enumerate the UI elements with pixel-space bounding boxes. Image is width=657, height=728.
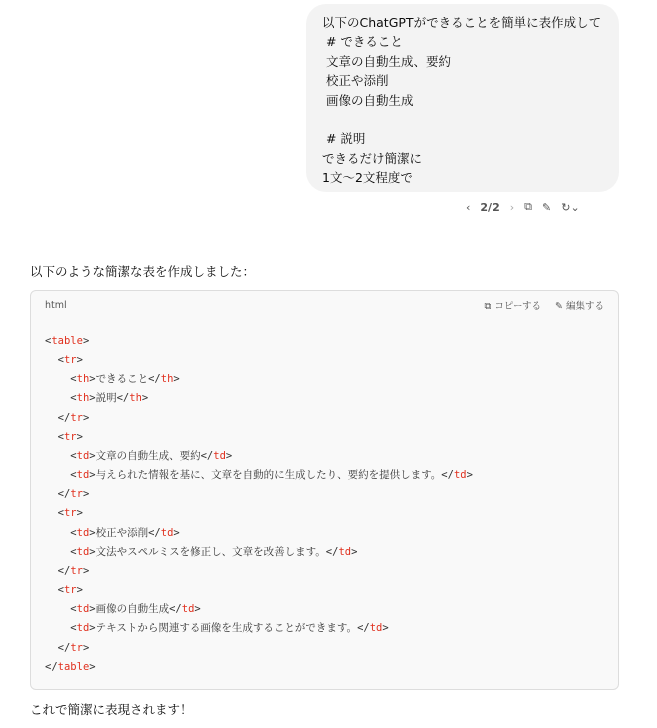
tag-name: td <box>76 622 90 635</box>
regenerate-button[interactable] <box>561 201 579 214</box>
next-version-button[interactable]: › <box>509 200 515 214</box>
bracket: > <box>76 430 83 443</box>
tag-name: tr <box>70 411 83 424</box>
bracket: </ <box>45 660 58 673</box>
bracket: > <box>82 488 90 501</box>
cell-text: 文章の自動生成、要約 <box>95 449 201 462</box>
code-line <box>45 332 618 351</box>
code-line <box>45 485 618 504</box>
cell-text: 説明 <box>95 392 117 405</box>
bracket: > <box>351 545 358 558</box>
code-content <box>31 319 618 677</box>
cell-text: 画像の自動生成 <box>95 603 170 616</box>
message-actions <box>466 200 580 214</box>
version-counter: 2/2 <box>480 200 500 214</box>
tag-name: th <box>76 392 90 405</box>
code-line <box>45 447 618 466</box>
tag-name: td <box>76 469 90 482</box>
user-message: 以下のChatGPTができることを簡単に表作成して # できること 文章の自動生成、要約 校正や添削 画像の自動生成 # 説明 できるだけ簡潔に 1文〜2文程度で <box>306 4 619 192</box>
bracket: </ <box>116 392 130 405</box>
tag-name: td <box>213 449 226 462</box>
bracket: > <box>194 603 201 616</box>
bracket: > <box>89 526 96 539</box>
code-line <box>45 639 618 658</box>
bracket: < <box>57 584 64 597</box>
bracket: > <box>89 373 96 386</box>
edit-icon[interactable]: ✎ <box>542 200 552 214</box>
bracket: > <box>382 622 389 635</box>
bracket: > <box>76 354 83 367</box>
bracket: > <box>82 335 90 347</box>
assistant-outro: これで簡潔に表現されます！ <box>30 702 193 717</box>
bracket: > <box>225 449 233 462</box>
code-line <box>45 562 618 581</box>
bracket: > <box>141 392 149 405</box>
tag-name: tr <box>70 488 83 501</box>
bracket: < <box>70 392 77 405</box>
edit-label: 編集する <box>565 301 604 312</box>
cell-text: 文法やスペルミスを修正し、文章を改善します。 <box>95 545 326 558</box>
bracket: < <box>57 430 64 443</box>
bracket: > <box>76 507 83 520</box>
bracket: > <box>82 564 90 577</box>
code-line <box>45 466 618 485</box>
bracket: </ <box>57 411 71 424</box>
tag-name: tr <box>63 430 77 443</box>
copy-icon: ⧉ <box>484 301 492 312</box>
code-line <box>45 409 618 428</box>
bracket: < <box>70 622 77 635</box>
tag-name: th <box>129 392 142 405</box>
bracket: < <box>70 603 77 616</box>
bracket: </ <box>325 545 339 558</box>
cell-text: 与えられた情報を基に、文章を自動的に生成したり、要約を提供します。 <box>95 469 442 482</box>
bracket: > <box>89 603 96 616</box>
bracket: > <box>89 622 96 635</box>
tag-name: td <box>181 603 195 616</box>
bracket: < <box>70 469 77 482</box>
bracket: </ <box>200 449 214 462</box>
prev-version-button[interactable]: ‹ <box>466 200 471 214</box>
code-block <box>30 290 619 690</box>
code-line <box>45 389 618 408</box>
bracket: < <box>45 335 52 347</box>
tag-name: table <box>51 335 83 347</box>
tag-name: table <box>57 660 90 673</box>
code-line <box>45 581 618 600</box>
tag-name: td <box>369 622 383 635</box>
bracket: < <box>70 449 77 462</box>
tag-name: tr <box>63 584 77 597</box>
bracket: > <box>89 545 96 558</box>
code-line <box>45 428 618 447</box>
code-line <box>45 600 618 619</box>
cell-text: テキストから関連する画像を生成することができます。 <box>95 622 358 635</box>
copy-icon[interactable]: ⧉ <box>524 200 532 213</box>
bracket: </ <box>57 488 71 501</box>
bracket: < <box>70 373 77 386</box>
bracket: > <box>466 469 473 482</box>
bracket: </ <box>57 564 71 577</box>
tag-name: td <box>76 526 90 539</box>
tag-name: th <box>160 373 174 386</box>
bracket: </ <box>148 526 161 539</box>
edit-code-button[interactable] <box>555 298 604 312</box>
bracket: > <box>82 641 90 654</box>
tag-name: td <box>76 545 90 558</box>
bracket: < <box>57 507 64 520</box>
chevron-down-icon: ⌄ <box>570 200 580 214</box>
bracket: </ <box>357 622 370 635</box>
tag-name: td <box>453 469 467 482</box>
code-line <box>45 658 618 677</box>
code-header <box>31 291 618 319</box>
bracket: </ <box>169 603 182 616</box>
code-line <box>45 543 618 562</box>
tag-name: td <box>76 603 90 616</box>
tag-name: tr <box>70 564 83 577</box>
tag-name: td <box>76 449 90 462</box>
tag-name: th <box>76 373 90 386</box>
copy-label: コピーする <box>494 301 541 312</box>
tag-name: tr <box>63 354 77 367</box>
bracket: </ <box>57 641 71 654</box>
bracket: > <box>76 584 83 597</box>
bracket: </ <box>148 373 161 386</box>
tag-name: td <box>338 545 352 558</box>
edit-icon: ✎ <box>554 301 563 312</box>
code-language: html <box>45 299 67 311</box>
assistant-intro: 以下のような簡潔な表を作成しました： <box>30 264 256 279</box>
cell-text: できること <box>95 373 149 386</box>
code-line <box>45 619 618 638</box>
code-line <box>45 524 618 543</box>
bracket: > <box>89 660 96 673</box>
cell-text: 校正や添削 <box>95 526 149 539</box>
bracket: < <box>57 354 64 367</box>
code-line <box>45 504 618 523</box>
bracket: > <box>89 392 96 405</box>
tag-name: tr <box>63 507 77 520</box>
bracket: < <box>70 545 77 558</box>
regenerate-icon: ↻ <box>561 200 571 214</box>
copy-code-button[interactable] <box>485 298 541 312</box>
code-line <box>45 370 618 389</box>
tag-name: td <box>160 526 174 539</box>
bracket: > <box>82 411 90 424</box>
tag-name: tr <box>70 641 83 654</box>
bracket: > <box>173 373 180 386</box>
bracket: > <box>173 526 180 539</box>
code-line <box>45 351 618 370</box>
bracket: > <box>89 449 96 462</box>
bracket: < <box>70 526 77 539</box>
bracket: > <box>89 469 96 482</box>
bracket: </ <box>441 469 454 482</box>
